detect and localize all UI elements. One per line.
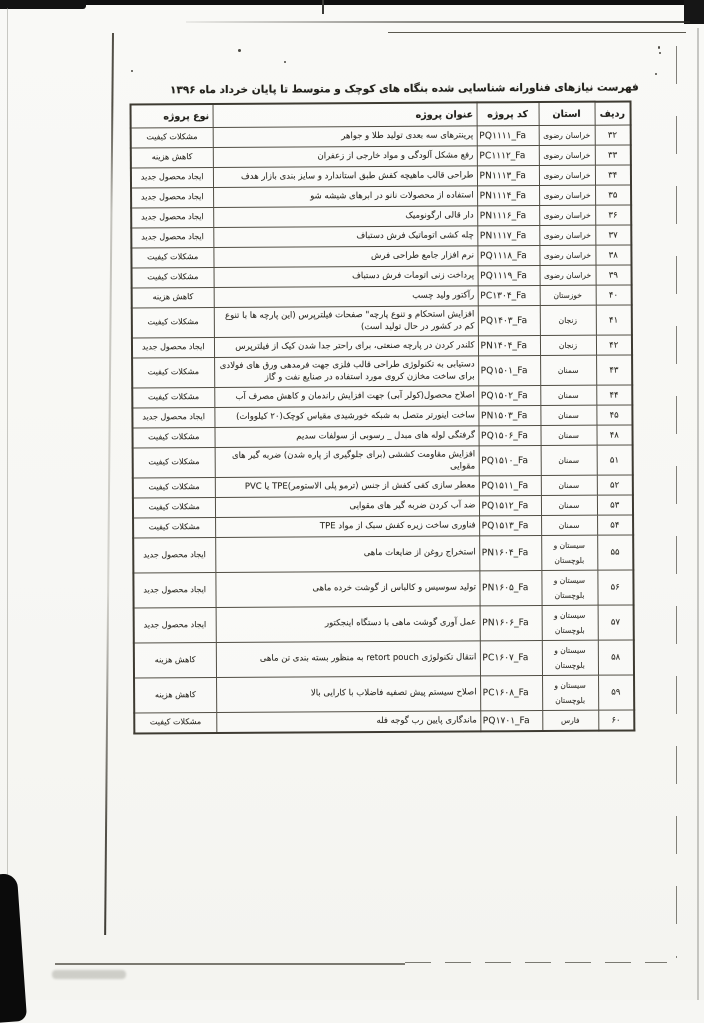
project-type-cell: مشکلات کیفیت (134, 713, 216, 734)
project-code-cell: PN۱۱۱۶_Fa (477, 206, 539, 226)
table-row (133, 535, 633, 573)
project-code-cell: PN۱۱۱۷_Fa (477, 226, 539, 246)
province-cell: خوزستان (540, 285, 596, 305)
province-cell: فارس (542, 710, 598, 731)
project-type-cell: کاهش هزینه (132, 288, 214, 309)
project-title-cell: کلندر کردن در پارچه صنعتی، برای راحتر جدا شدن کیک از فیلترپرس (214, 336, 478, 358)
document-content (0, 81, 704, 735)
project-code-cell: PQ۱۵۱۲_Fa (479, 496, 541, 516)
table-row (133, 570, 633, 608)
project-title-cell: گرفتگی لوله های مبدل _ رسوبی از سولفات سدیم (214, 426, 478, 448)
row-number-cell: ۴۲ (596, 335, 632, 355)
row-number-cell: ۳۷ (595, 225, 631, 245)
col-header-project-type: نوع پروژه (131, 104, 213, 128)
scan-edge-top (0, 0, 704, 5)
project-type-cell: ایجاد محصول جدید (134, 608, 216, 644)
project-title-cell: عمل آوری گوشت ماهی با دستگاه اینجکتور (216, 606, 480, 643)
project-type-cell: ایجاد محصول جدید (131, 168, 213, 189)
project-code-cell: PQ۱۱۱۹_Fa (478, 266, 540, 286)
project-code-cell: PC۱۱۱۲_Fa (477, 146, 539, 166)
table-row (134, 710, 634, 734)
scan-bottom-left-shadow (0, 873, 27, 1023)
project-code-cell: PQ۱۷۰۱_Fa (480, 711, 542, 732)
project-code-cell: PN۱۱۱۴_Fa (477, 186, 539, 206)
project-type-cell: کاهش هزینه (134, 643, 216, 679)
table-body (131, 125, 635, 734)
project-title-cell: طراحی قالب ماهیچه کفش طبق استاندارد و سایز بندی بازار هدف (213, 166, 477, 188)
project-type-cell: مشکلات کیفیت (133, 518, 215, 539)
project-type-cell: مشکلات کیفیت (132, 268, 214, 289)
province-cell: خراسان رضوی (540, 265, 596, 285)
table-row (134, 605, 634, 643)
table-row (134, 675, 634, 713)
projects-table (130, 100, 636, 734)
project-type-cell: ایجاد محصول جدید (133, 538, 215, 574)
project-type-cell: مشکلات کیفیت (132, 308, 214, 339)
project-title-cell: اصلاح سیستم پیش تصفیه فاضلاب با کارایی بالا (216, 676, 480, 713)
province-cell: خراسان رضوی (539, 245, 595, 265)
row-number-cell: ۵۸ (598, 640, 634, 675)
scan-horizontal-line-2 (388, 32, 686, 33)
table-row (133, 445, 633, 478)
project-type-cell: مشکلات کیفیت (131, 128, 213, 149)
province-cell: خراسان رضوی (539, 125, 595, 145)
project-title-cell: افزایش استحکام و تنوع پارچه" صفحات فیلترپرس (این پارچه ها با تنوع کم در کشور در حال تولید است) (214, 306, 478, 338)
project-title-cell: ضد آب کردن ضربه گیر های مقوایی (215, 496, 479, 518)
project-type-cell: ایجاد محصول جدید (132, 338, 214, 359)
project-code-cell: PQ۱۵۰۶_Fa (478, 426, 540, 446)
project-type-cell: مشکلات کیفیت (132, 428, 214, 449)
row-number-cell: ۵۲ (597, 475, 633, 495)
project-title-cell: ساخت اینورتر متصل به شبکه خورشیدی مقیاس کوچک(۲۰ کیلووات) (214, 406, 478, 428)
project-type-cell: مشکلات کیفیت (133, 478, 215, 499)
province-cell: خراسان رضوی (539, 165, 595, 185)
table-header (131, 101, 631, 128)
scan-speck (655, 73, 657, 75)
province-cell: زنجان (540, 335, 596, 355)
row-number-cell: ۵۳ (597, 495, 633, 515)
project-type-cell: ایجاد محصول جدید (132, 408, 214, 429)
project-code-cell: PN۱۶۰۵_Fa (479, 571, 541, 606)
project-title-cell: افزایش مقاومت کششی (برای جلوگیری از پاره شدن) ضربه گیر های مقوایی (215, 446, 479, 478)
project-title-cell: چله کشی اتوماتیک فرش دستباف (213, 226, 477, 248)
province-cell: سمنان (540, 355, 596, 385)
table-row (134, 640, 634, 678)
scan-speck (238, 49, 241, 52)
row-number-cell: ۴۴ (596, 385, 632, 405)
scan-speck (659, 52, 661, 54)
project-code-cell: PQ۱۵۰۲_Fa (478, 386, 540, 406)
scan-speck (658, 46, 660, 49)
province-cell: خراسان رضوی (539, 145, 595, 165)
project-title-cell: رآکتور ولید چسب (214, 286, 478, 308)
project-code-cell: PQ۱۵۰۱_Fa (478, 356, 540, 386)
project-type-cell: مشکلات کیفیت (131, 248, 213, 269)
province-cell: سیستان و بلوچستان (542, 640, 598, 675)
row-number-cell: ۳۳ (595, 145, 631, 165)
project-code-cell: PQ۱۱۱۱_Fa (477, 126, 539, 146)
province-cell: سمنان (540, 385, 596, 405)
row-number-cell: ۵۴ (597, 515, 633, 535)
project-title-cell: فناوری ساخت زیره کفش سبک از مواد TPE (215, 516, 479, 538)
project-type-cell: ایجاد محصول جدید (131, 208, 213, 229)
row-number-cell: ۳۴ (595, 165, 631, 185)
row-number-cell: ۵۷ (598, 605, 634, 640)
scan-smudge (52, 970, 126, 979)
project-code-cell: PQ۱۴۰۳_Fa (478, 306, 540, 336)
project-title-cell: دار قالی ارگونومیک (213, 206, 477, 228)
project-type-cell: ایجاد محصول جدید (131, 228, 213, 249)
project-title-cell: رفع مشکل آلودگی و مواد خارجی از زعفران (213, 146, 477, 168)
project-title-cell: نرم افزار جامع طراحی فرش (213, 246, 477, 268)
province-cell: سمنان (541, 475, 597, 495)
project-type-cell: ایجاد محصول جدید (133, 573, 215, 609)
project-title-cell: دستیابی به تکنولوژی طراحی قالب فلزی جهت فرمدهی ورق های فولادی برای ساخت مخازن کروی مورد استفاده در صنایع نفت و گاز (214, 356, 478, 388)
project-type-cell: کاهش هزینه (134, 678, 216, 714)
project-type-cell: مشکلات کیفیت (132, 358, 214, 389)
project-code-cell: PN۱۴۰۴_Fa (478, 336, 540, 356)
scan-tick-mark (322, 0, 324, 14)
province-cell: سمنان (541, 495, 597, 515)
row-number-cell: ۳۹ (596, 265, 632, 285)
row-number-cell: ۴۵ (596, 405, 632, 425)
project-title-cell: پرداخت زنی اتومات فرش دستباف (214, 266, 478, 288)
table-header-row (131, 101, 631, 128)
row-number-cell: ۳۵ (595, 185, 631, 205)
table-row (132, 355, 632, 388)
project-type-cell: مشکلات کیفیت (132, 388, 214, 409)
project-code-cell: PN۱۶۰۶_Fa (480, 606, 542, 641)
project-title-cell: معطر سازی کفی کفش از جنس (ترمو پلی الاستومر)TPE یا PVC (215, 476, 479, 498)
scan-speck (284, 61, 286, 63)
province-cell: سیستان و بلوچستان (542, 605, 598, 640)
row-number-cell: ۴۸ (596, 425, 632, 445)
project-code-cell: PN۱۱۱۳_Fa (477, 166, 539, 186)
row-number-cell: ۳۶ (595, 205, 631, 225)
row-number-cell: ۵۶ (597, 570, 633, 605)
province-cell: خراسان رضوی (539, 225, 595, 245)
project-code-cell: PQ۱۵۱۱_Fa (479, 476, 541, 496)
col-header-project-code: کد پروژه (477, 102, 539, 126)
row-number-cell: ۶۰ (598, 710, 634, 731)
project-title-cell: پرینترهای سه بعدی تولید طلا و جواهر (213, 126, 477, 148)
province-cell: سمنان (541, 445, 597, 475)
project-code-cell: PC۱۶۰۷_Fa (480, 641, 542, 676)
row-number-cell: ۳۸ (595, 245, 631, 265)
province-cell: خراسان رضوی (539, 185, 595, 205)
province-cell: زنجان (540, 305, 596, 335)
row-number-cell: ۵۱ (597, 445, 633, 475)
row-number-cell: ۵۵ (597, 535, 633, 570)
project-title-cell: تولید سوسیس و کالباس از گوشت خرده ماهی (215, 571, 479, 608)
project-code-cell: PN۱۶۰۴_Fa (479, 536, 541, 571)
province-cell: سیستان و بلوچستان (541, 570, 597, 605)
row-number-cell: ۴۳ (596, 355, 632, 385)
project-code-cell: PC۱۳۰۴_Fa (478, 286, 540, 306)
row-number-cell: ۴۱ (596, 305, 632, 335)
project-title-cell: اصلاح محصول(کولر آبی) جهت افزایش راندمان و کاهش مصرف آب (214, 386, 478, 408)
scan-bottom-line-dashes (405, 962, 667, 963)
scan-horizontal-line-1 (186, 21, 690, 23)
project-title-cell: استخراج روغن از ضایعات ماهی (215, 536, 479, 573)
scan-edge-top-left (0, 0, 86, 9)
row-number-cell: ۳۲ (595, 125, 631, 145)
province-cell: سمنان (541, 515, 597, 535)
project-title-cell: ماندگاری پایین رب گوجه فله (216, 711, 480, 733)
col-header-province: استان (539, 102, 595, 126)
project-type-cell: کاهش هزینه (131, 148, 213, 169)
project-code-cell: PQ۱۵۱۳_Fa (479, 516, 541, 536)
page-title: فهرست نیازهای فناورانه شناسایی شده بنگاه های کوچک و متوسط تا پایان خرداد ماه ۱۳۹۶ (170, 81, 639, 97)
project-title-cell: انتقال تکنولوژی retort pouch به منظور بسته بندی تن ماهی (216, 641, 480, 678)
col-header-row-number: ردیف (595, 101, 631, 125)
province-cell: سیستان و بلوچستان (542, 675, 598, 710)
table-row (132, 305, 632, 338)
project-type-cell: مشکلات کیفیت (133, 498, 215, 519)
row-number-cell: ۴۰ (596, 285, 632, 305)
col-header-project-title: عنوان پروژه (213, 102, 477, 127)
scan-speck (131, 70, 133, 72)
project-title-cell: استفاده از محصولات نانو در ابرهای شیشه شو (213, 186, 477, 208)
project-type-cell: مشکلات کیفیت (133, 448, 215, 479)
project-code-cell: PN۱۵۰۳_Fa (478, 406, 540, 426)
project-code-cell: PC۱۶۰۸_Fa (480, 676, 542, 711)
project-type-cell: ایجاد محصول جدید (131, 188, 213, 209)
project-code-cell: PQ۱۵۱۰_Fa (479, 446, 541, 476)
row-number-cell: ۵۹ (598, 675, 634, 710)
province-cell: خراسان رضوی (539, 205, 595, 225)
province-cell: سمنان (540, 405, 596, 425)
scan-bottom-line (55, 963, 405, 965)
province-cell: سیستان و بلوچستان (541, 535, 597, 570)
project-code-cell: PQ۱۱۱۸_Fa (477, 246, 539, 266)
province-cell: سمنان (540, 425, 596, 445)
